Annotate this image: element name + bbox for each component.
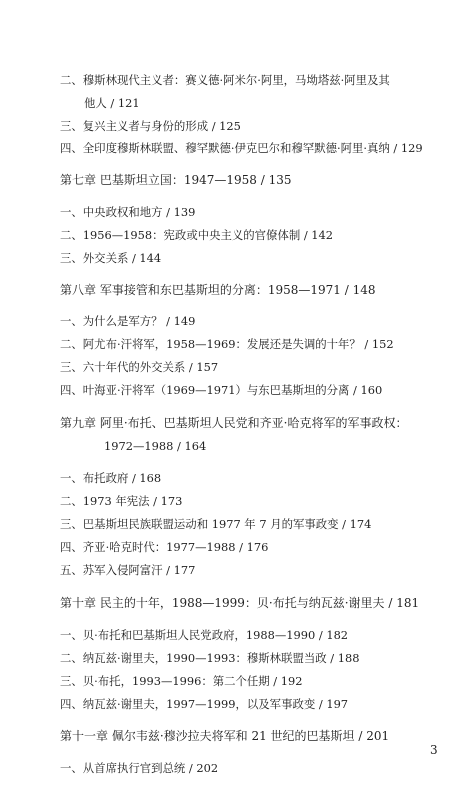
toc-entry: 二、纳瓦兹·谢里夫，1990—1993：穆斯林联盟当政 / 188 <box>60 651 360 665</box>
toc-entry: 三、六十年代的外交关系 / 157 <box>60 360 219 374</box>
toc-entry: 一、中央政权和地方 / 139 <box>60 205 196 219</box>
chapter-heading: 第十章 民主的十年，1988—1999：贝·布托与纳瓦兹·谢里夫 / 181 <box>60 596 420 610</box>
toc-entry: 他人 / 121 <box>84 96 140 110</box>
toc-entry: 四、齐亚·哈克时代：1977—1988 / 176 <box>60 540 269 554</box>
chapter-heading: 第十一章 佩尔韦兹·穆沙拉夫将军和 21 世纪的巴基斯坦 / 201 <box>60 729 390 743</box>
page-number: 3 <box>430 743 438 757</box>
toc-entry: 四、纳瓦兹·谢里夫，1997—1999，以及军事政变 / 197 <box>60 697 349 711</box>
toc-entry: 一、从首席执行官到总统 / 202 <box>60 761 219 775</box>
toc-entry: 三、巴基斯坦民族联盟运动和 1977 年 7 月的军事政变 / 174 <box>60 517 372 531</box>
chapter-heading: 第八章 军事接管和东巴基斯坦的分离：1958—1971 / 148 <box>60 283 376 297</box>
toc-entry: 三、贝·布托，1993—1996：第二个任期 / 192 <box>60 674 303 688</box>
toc-entry: 一、为什么是军方？ / 149 <box>60 314 196 328</box>
toc-entry: 二、穆斯林现代主义者：赛义德·阿米尔·阿里，马坳塔兹·阿里及其 <box>60 73 390 87</box>
chapter-heading-cont: 1972—1988 / 164 <box>104 439 207 453</box>
toc-entry: 四、全印度穆斯林联盟、穆罕默德·伊克巴尔和穆罕默德·阿里·真纳 / 129 <box>60 141 423 155</box>
toc-entry: 二、1973 年宪法 / 173 <box>60 494 183 508</box>
toc-entry: 一、布托政府 / 168 <box>60 471 162 485</box>
toc-entry: 二、1956—1958：宪政或中央主义的官僚体制 / 142 <box>60 228 334 242</box>
chapter-heading: 第九章 阿里·布托、巴基斯坦人民党和齐亚·哈克将军的军事政权： <box>60 416 408 430</box>
toc-entry: 一、贝·布托和巴基斯坦人民党政府，1988—1990 / 182 <box>60 628 349 642</box>
toc-entry: 二、阿尤布·汗将军，1958—1969：发展还是失调的十年？ / 152 <box>60 337 394 351</box>
toc-entry: 三、外交关系 / 144 <box>60 251 162 265</box>
toc-entry: 三、复兴主义者与身份的形成 / 125 <box>60 119 241 133</box>
chapter-heading: 第七章 巴基斯坦立国：1947—1958 / 135 <box>60 173 292 187</box>
toc-entry: 四、叶海亚·汗将军（1969—1971）与东巴基斯坦的分离 / 160 <box>60 383 383 397</box>
toc-entry: 五、苏军入侵阿富汗 / 177 <box>60 563 196 577</box>
